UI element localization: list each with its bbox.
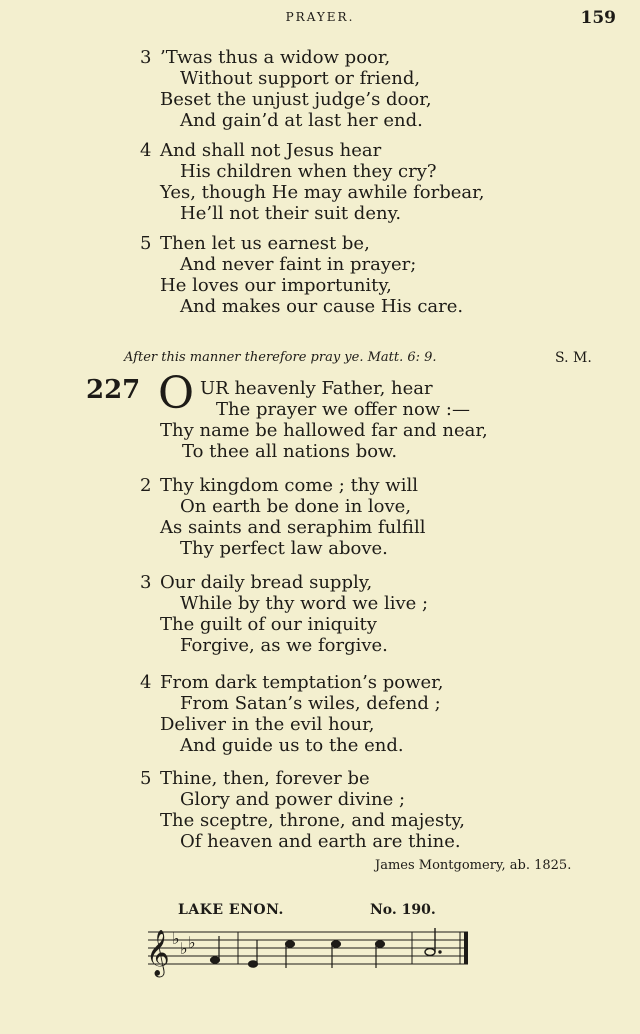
flat-sign: ♭: [188, 933, 196, 952]
epigraph: After this manner therefore pray ye. Matt. 6: 9.: [124, 350, 437, 365]
note: [211, 957, 220, 963]
half-note: [425, 949, 435, 956]
music-staff: [140, 920, 475, 980]
final-bar: [464, 932, 468, 964]
hymn-stanza-4: 4 From dark temptation’s power, From Satan’s wiles, defend ; Deliver in the evil hour, And guide us to the end.: [140, 672, 444, 756]
page-number: 159: [580, 8, 616, 28]
hymn-number: 227: [86, 375, 141, 405]
tune-name: LAKE ENON.: [178, 902, 284, 918]
tune-number: No. 190.: [370, 902, 436, 918]
dot: [439, 951, 441, 953]
treble-clef: 𝄞: [146, 930, 170, 976]
drop-cap: O: [158, 368, 195, 419]
note: [376, 941, 385, 947]
prev-stanza-4: 4 And shall not Jesus hear His children when they cry? Yes, though He may awhile forbear, He’ll not their suit deny.: [140, 140, 485, 224]
flat-sign: ♭: [180, 939, 188, 958]
prev-stanza-3: 3 ’Twas thus a widow poor, Without support or friend, Beset the unjust judge’s door, And gain’d at last her end.: [140, 47, 432, 131]
note: [249, 961, 258, 967]
hymn-stanza-5: 5 Thine, then, forever be Glory and power divine ; The sceptre, throne, and majesty, Of heaven and earth are thine.: [140, 768, 465, 852]
flat-sign: ♭: [172, 929, 180, 948]
meter: S. M.: [555, 350, 592, 366]
note: [286, 941, 295, 947]
running-head: PRAYER.: [285, 10, 355, 24]
hymn-stanza-1: UR heavenly Father, hear The prayer we offer now :— Thy name be hallowed far and near, To thee all nations bow.: [160, 378, 488, 462]
hymn-stanza-2: 2 Thy kingdom come ; thy will On earth be done in love, As saints and seraphim fulfill Thy perfect law above.: [140, 475, 426, 559]
prev-stanza-5: 5 Then let us earnest be, And never faint in prayer; He loves our importunity, And makes our cause His care.: [140, 233, 464, 317]
note: [332, 941, 341, 947]
hymn-stanza-3: 3 Our daily bread supply, While by thy word we live ; The guilt of our iniquity Forgive, as we forgive.: [140, 572, 429, 656]
attribution: James Montgomery, ab. 1825.: [375, 858, 572, 873]
